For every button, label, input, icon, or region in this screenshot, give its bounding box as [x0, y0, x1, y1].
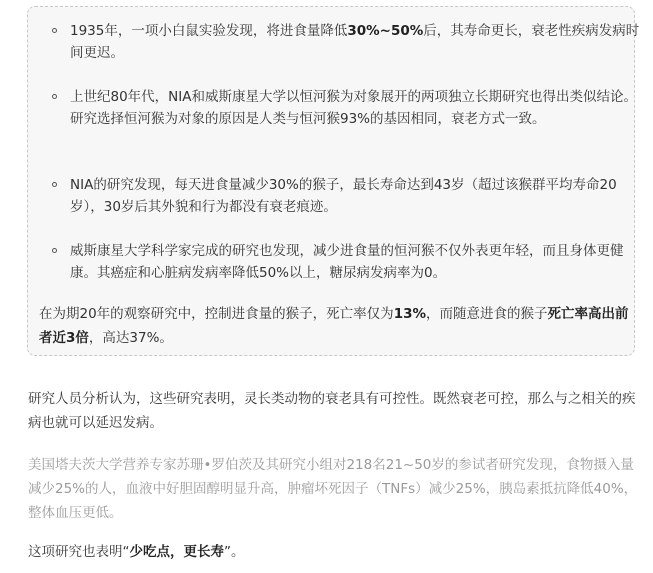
quote-summary — [39, 302, 629, 350]
bullet-text: 1935年，一项小白鼠实验发现，将进食量降低 — [70, 23, 348, 39]
summary-text: 在为期20年的观察研究中，控制进食量的猴子，死亡率仅为 — [39, 306, 394, 322]
bullet-text: 威斯康星大学科学家完成的研究也发现，减少进食量的恒河猴不仅外表更年轻，而且身体更健康。其癌症和心脏病发病率降低50%以上，糖尿病发病率为0。 — [70, 243, 624, 281]
summary-text: ，而随意进食的猴子 — [426, 306, 548, 322]
quote-box — [27, 6, 640, 356]
summary-text: ，高达37%。 — [88, 330, 173, 346]
bullet-dot-icon — [52, 94, 57, 99]
bullet-item-monkey-studies — [70, 86, 646, 130]
bullet-text: NIA的研究发现，每天进食量减少30%的猴子，最长寿命达到43岁（超过该猴群平均寿命20岁），30岁后其外貌和行为都没有衰老痕迹。 — [70, 177, 617, 215]
bullet-dot-icon — [52, 248, 57, 253]
tufts-study-paragraph: 美国塔夫茨大学营养专家苏珊•罗伯茨及其研究小组对218名21~50岁的参试者研究发现，食物摄入量减少25%的人，血液中好胆固醇明显升高，肿瘤坏死因子（TNFs）减少25%，胰岛素抵抗降低40%，整体血压更低。 — [28, 457, 638, 521]
conclusion-text: ”。 — [224, 544, 245, 560]
bullet-item-wisconsin-study — [70, 240, 646, 284]
bullet-item-mouse-experiment — [70, 20, 646, 64]
summary-bold-text: 死亡率高出前者近3倍 — [39, 306, 629, 346]
conclusion-bold-text: 少吃点，更长寿 — [129, 544, 224, 560]
conclusion-text: 这项研究也表明“ — [28, 544, 130, 560]
bullet-item-nia-study — [70, 174, 646, 218]
conclusion-paragraph — [28, 540, 638, 564]
summary-bold-text: 13% — [393, 306, 427, 322]
bullet-dot-icon — [52, 28, 57, 33]
bullet-dot-icon — [52, 182, 57, 187]
analysis-paragraph: 研究人员分析认为，这些研究表明，灵长类动物的衰老具有可控性。既然衰老可控，那么与之相关的疾病也就可以延迟发病。 — [28, 391, 636, 431]
bullet-text: 上世纪80年代，NIA和威斯康星大学以恒河猴为对象展开的两项独立长期研究也得出类似结论。研究选择恒河猴为对象的原因是人类与恒河猴93%的基因相同，衰老方式一致。 — [70, 89, 637, 127]
bullet-text: 后，其寿命更长，衰老性疾病发病时间更迟。 — [70, 23, 640, 61]
bullet-bold-text: 30%~50% — [347, 23, 424, 39]
